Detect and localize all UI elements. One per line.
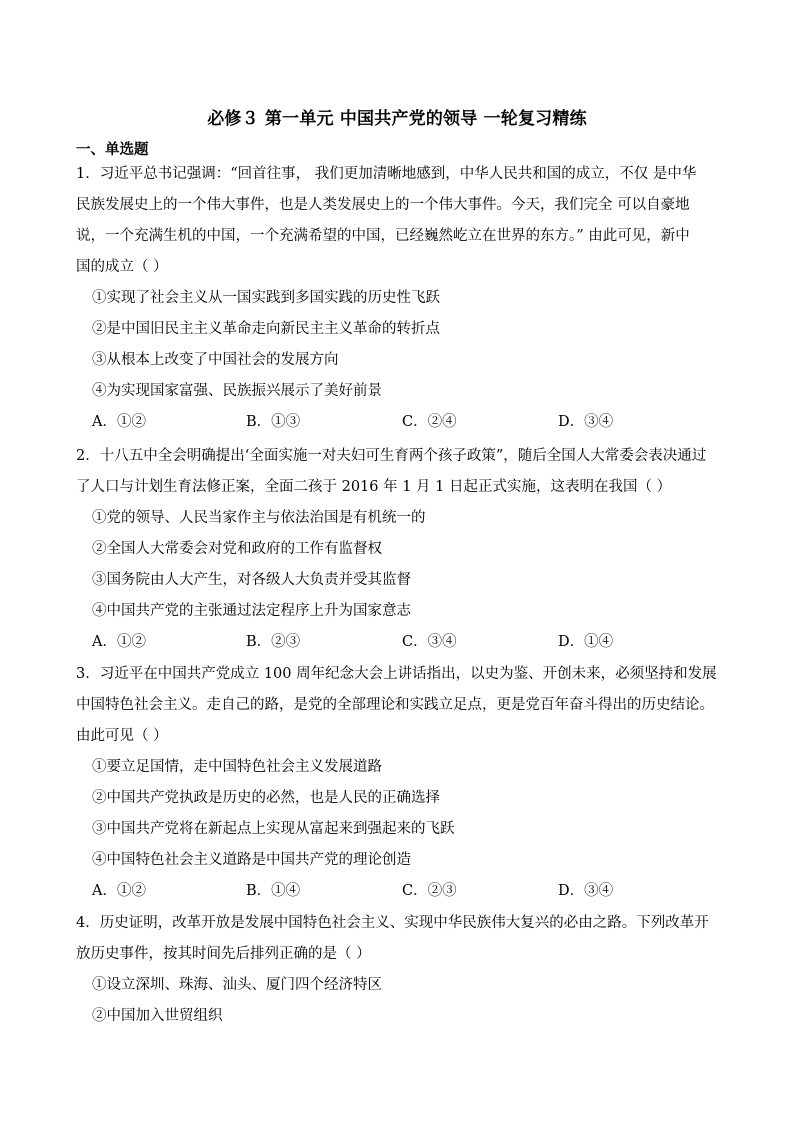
question-2-statement-1: ①党的领导、人民当家作主与依法治国是有机统一的 bbox=[92, 510, 426, 526]
question-4-statement-2: ②中国加入世贸组织 bbox=[92, 1008, 223, 1024]
question-4-statement-1: ①设立深圳、珠海、汕头、厦门四个经济特区 bbox=[92, 977, 382, 993]
question-4-line-2: 放历史事件，按其时间先后排列正确的是（ ） bbox=[76, 946, 371, 962]
question-3-statement-1: ①要立足国情，走中国特色社会主义发展道路 bbox=[92, 759, 382, 775]
question-2-statement-4: ④中国共产党的主张通过法定程序上升为国家意志 bbox=[92, 603, 411, 619]
question-1-statement-2: ②是中国旧民主主义革命走向新民主主义革命的转折点 bbox=[92, 321, 440, 337]
question-3-statement-4: ④中国特色社会主义道路是中国共产党的理论创造 bbox=[92, 852, 411, 868]
question-3-line-3: 由此可见（ ） bbox=[76, 728, 168, 744]
question-1-choice-a: A．①② bbox=[92, 414, 146, 430]
question-2-choice-c: C．③④ bbox=[402, 634, 457, 650]
question-2-choice-b: B．②③ bbox=[246, 634, 301, 650]
question-1-statement-1: ①实现了社会主义从一国实践到多国实践的历史性飞跃 bbox=[92, 290, 440, 306]
question-3-choice-d: D．③④ bbox=[558, 883, 614, 899]
question-3-choice-b: B．①④ bbox=[246, 883, 301, 899]
question-1-choice-d: D．③④ bbox=[558, 414, 614, 430]
question-2-line-1: 2．十八五中全会明确提出‘全面实施一对夫妇可生育两个孩子政策”，随后全国人大常委会表决通过 bbox=[76, 448, 707, 464]
question-1-line-3: 说，一个充满生机的中国，一个充满希望的中国，已经巍然屹立在世界的东方。” 由此可见，新中 bbox=[76, 228, 690, 244]
question-2-statement-2: ②全国人大常委会对党和政府的工作有监督权 bbox=[92, 541, 382, 557]
question-1-choice-c: C．②④ bbox=[402, 414, 457, 430]
question-3-statement-2: ②中国共产党执政是历史的必然，也是人民的正确选择 bbox=[92, 790, 440, 806]
question-1-statement-4: ④为实现国家富强、民族振兴展示了美好前景 bbox=[92, 383, 382, 399]
question-3-line-2: 中国特色社会主义。走自己的路，是党的全部理论和实践立足点，更是党百年奋斗得出的历史结论。 bbox=[76, 697, 714, 713]
section-heading: 一、单选题 bbox=[76, 142, 149, 158]
question-2-choice-d: D．①④ bbox=[558, 634, 614, 650]
question-1-line-1: 1．习近平总书记强调：“回首往事， 我们更加清晰地感到，中华人民共和国的成立，不仅 是中华 bbox=[76, 166, 697, 182]
question-1-statement-3: ③从根本上改变了中国社会的发展方向 bbox=[92, 352, 339, 368]
question-3-statement-3: ③中国共产党将在新起点上实现从富起来到强起来的飞跃 bbox=[92, 821, 455, 837]
question-2-statement-3: ③国务院由人大产生，对各级人大负责并受其监督 bbox=[92, 572, 411, 588]
document-title: 必修３ 第一单元 中国共产党的领导 一轮复习精练 bbox=[207, 109, 587, 129]
question-2-line-2: 了人口与计划生育法修正案，全面二孩于 2016 年 1 月 1 日起正式实施，这表明在我国（ ） bbox=[76, 479, 672, 495]
question-1-line-2: 民族发展史上的一个伟大事件，也是人类发展史上的一个伟大事件。今天，我们完全 可以自豪地 bbox=[76, 197, 690, 213]
question-1-choice-b: B．①③ bbox=[246, 414, 301, 430]
question-3-line-1: 3．习近平在中国共产党成立 100 周年纪念大会上讲话指出，以史为鉴、开创未来，必须坚持和发展 bbox=[76, 666, 717, 682]
question-3-choice-c: C．②③ bbox=[402, 883, 457, 899]
question-2-choice-a: A．①② bbox=[92, 634, 146, 650]
question-1-line-4: 国的成立（ ） bbox=[76, 259, 168, 275]
question-4-line-1: 4．历史证明，改革开放是发展中国特色社会主义、实现中华民族伟大复兴的必由之路。下列改革开 bbox=[76, 915, 709, 931]
question-3-choice-a: A．①② bbox=[92, 883, 146, 899]
